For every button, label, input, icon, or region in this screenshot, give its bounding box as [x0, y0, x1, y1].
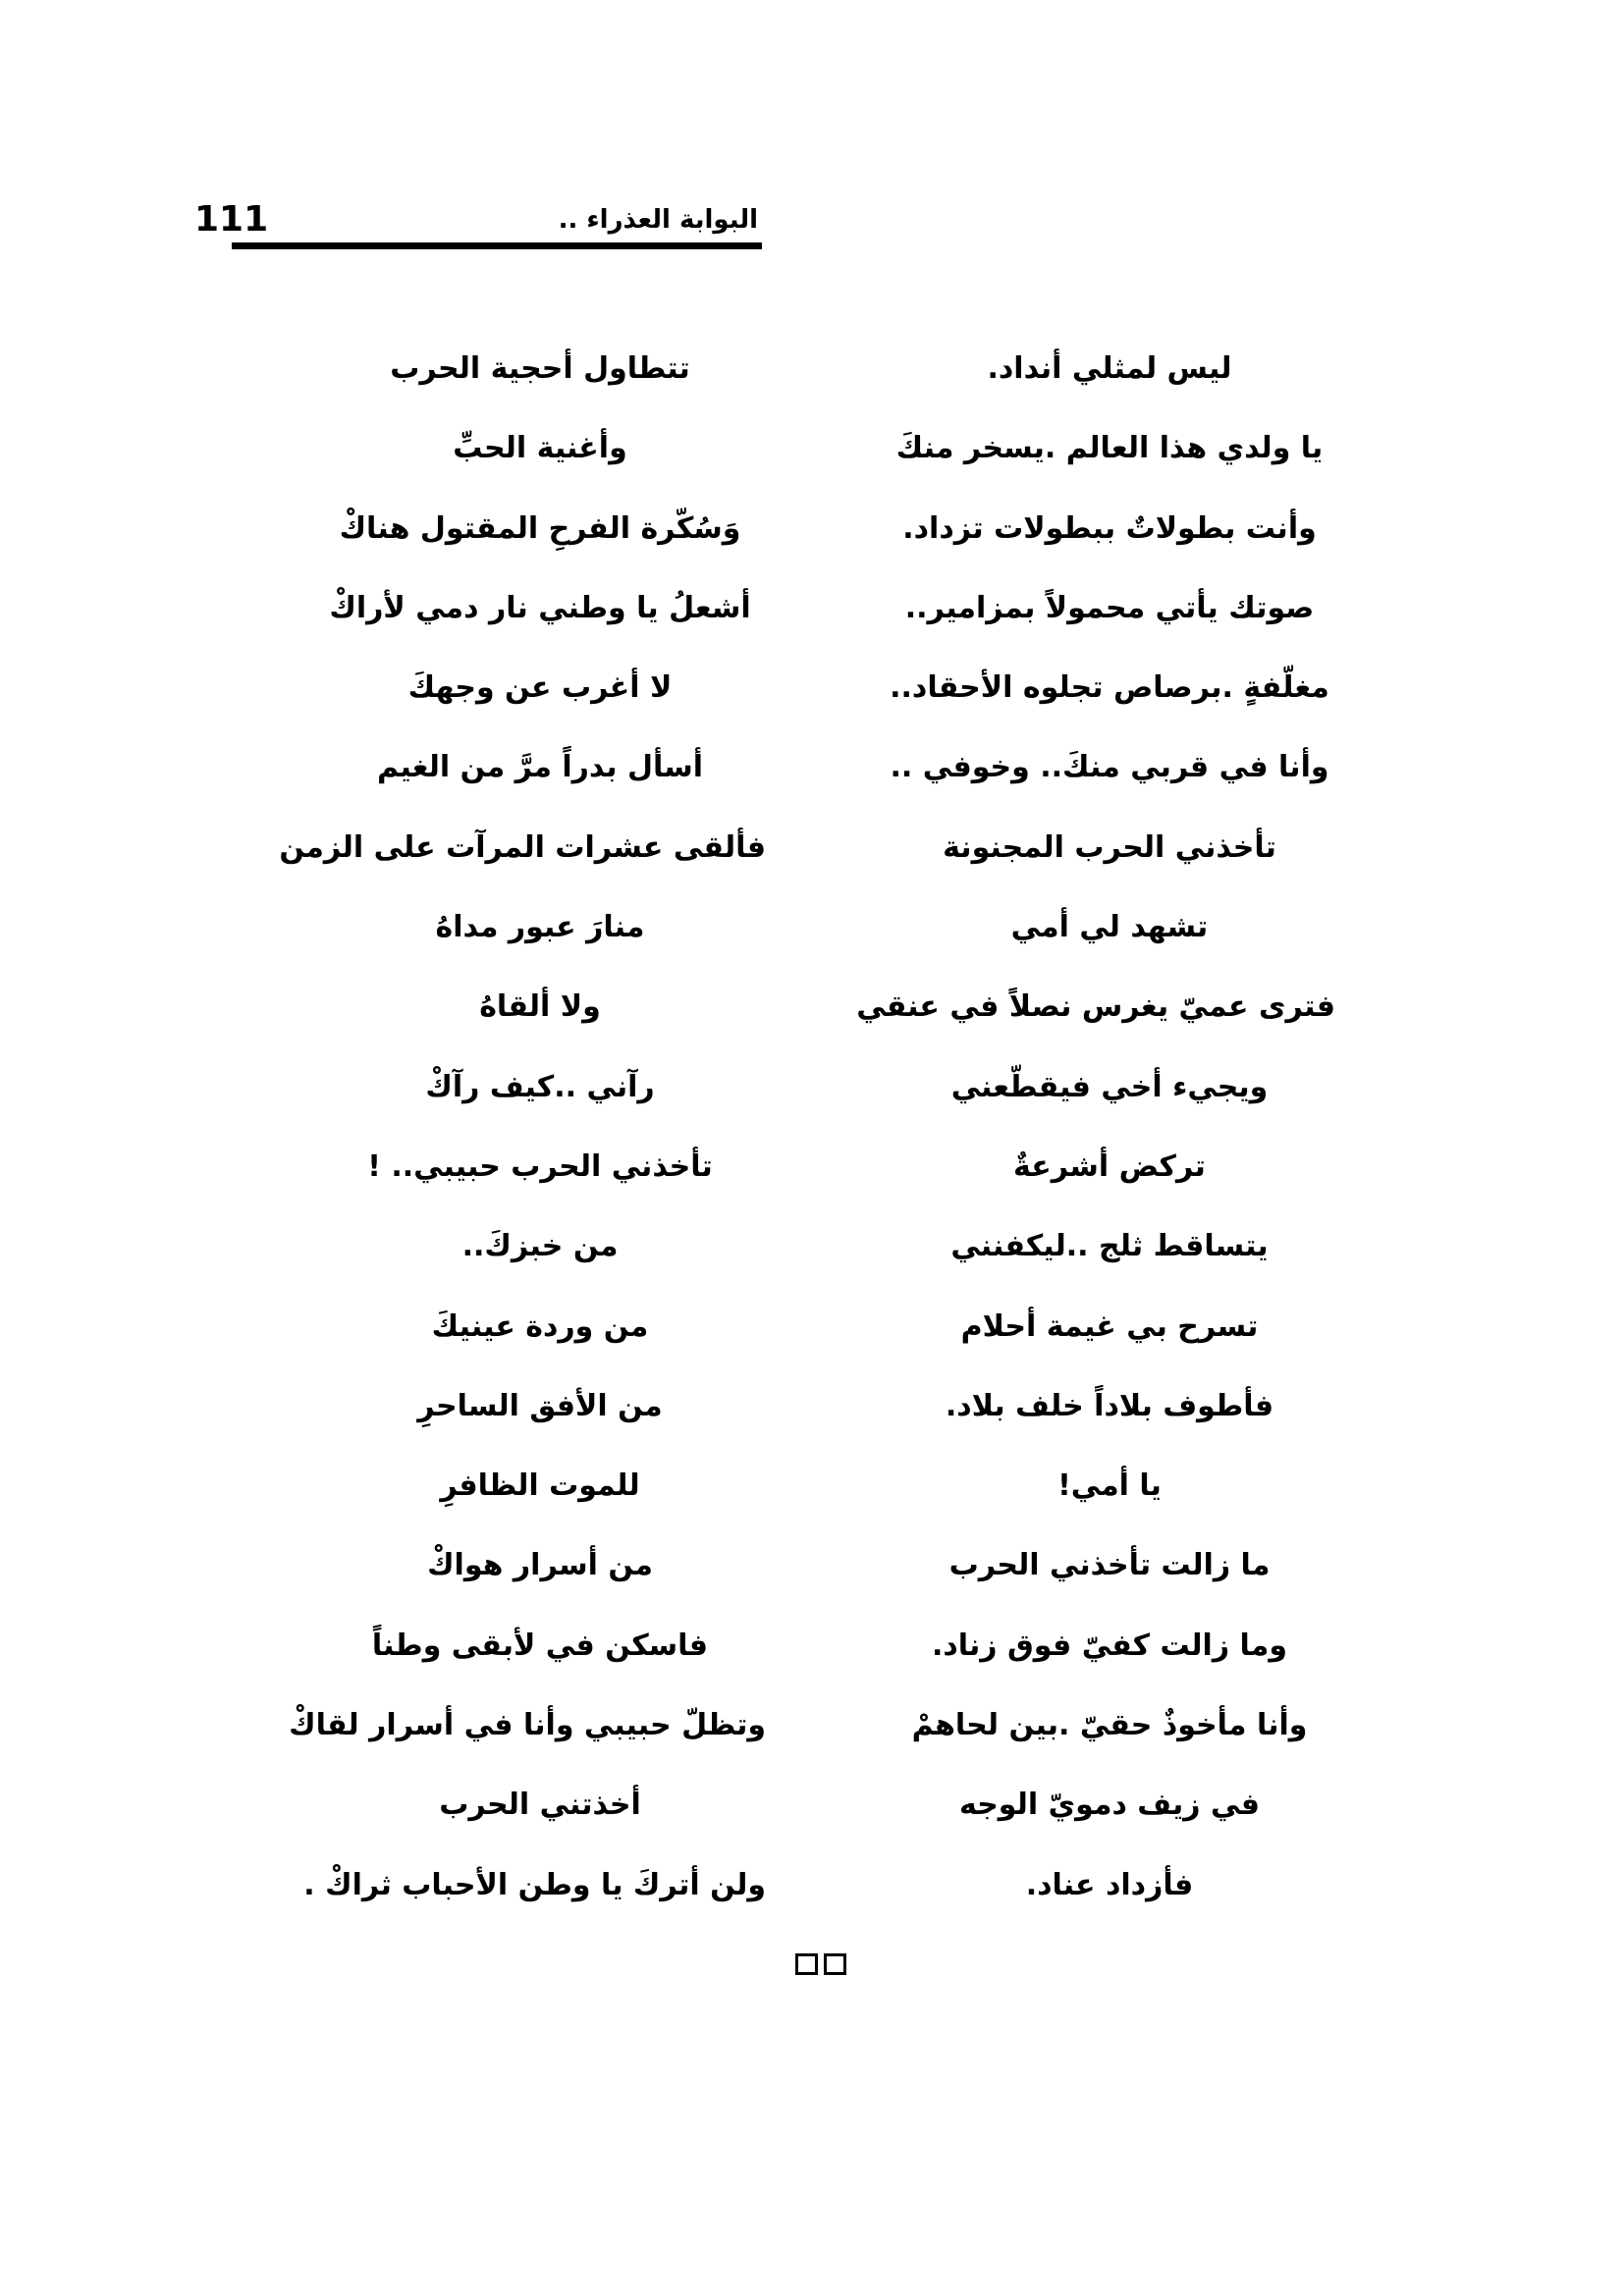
verse-line: من الأفق الساحرِ — [417, 1388, 663, 1423]
verse-line: وتظلّ حبيبي وأنا في أسرار لقاكْ — [289, 1708, 766, 1743]
verse-line: ويجيء أخي فيقطّعني — [950, 1069, 1269, 1104]
book-title: البوابة العذراء .. — [558, 205, 758, 235]
verse-line: ولن أتركَ يا وطن الأحباب ثراكْ . — [303, 1867, 766, 1902]
verse-line: تسرح بي غيمة أحلام — [960, 1308, 1259, 1344]
verse-line: أسأل بدراً مرَّ من الغيم — [376, 750, 704, 785]
verse-line: تأخذني الحرب المجنونة — [943, 829, 1276, 865]
verse-line: للموت الظافرِ — [440, 1468, 640, 1504]
verse-line: أشعلُ يا وطني نار دمي لأراكْ — [329, 590, 751, 625]
verse-line: من أسرار هواكْ — [427, 1548, 653, 1583]
verse-line: وما زالت كفيّ فوق زناد. — [931, 1628, 1288, 1663]
verse-line: فألقى عشرات المرآت على الزمن — [279, 829, 766, 865]
header-divider — [232, 242, 762, 249]
verse-line: يتساقط ثلج ..ليكفنني — [950, 1229, 1269, 1264]
verse-line: فأطوف بلاداً خلف بلاد. — [945, 1388, 1274, 1423]
verse-line: أخذتني الحرب — [439, 1788, 641, 1823]
verse-line: مغلّفةٍ .برصاص تجلوه الأحقاد.. — [890, 670, 1329, 706]
verse-line: وأنت بطولاتٌ ببطولات تزداد. — [902, 510, 1317, 546]
verse-line: لا أغرب عن وجهكَ — [407, 670, 673, 706]
verse-line: يا ولدي هذا العالم .يسخر منكَ — [895, 431, 1324, 466]
verse-line: منارَ عبور مداهُ — [435, 910, 645, 945]
verse-line: وأنا مأخوذٌ حقيّ .بين لحاهمْ — [911, 1708, 1308, 1743]
square-icon — [795, 1953, 818, 1975]
verse-line: من خبزكَ.. — [461, 1229, 619, 1264]
poem-right-column — [856, 346, 1335, 1942]
verse-line: فأزداد عناد. — [1025, 1867, 1194, 1902]
verse-line: تأخذني الحرب حبيبي.. ! — [367, 1148, 713, 1184]
verse-line: ليس لمثلي أنداد. — [987, 351, 1232, 386]
verse-line: يا أمي! — [1057, 1468, 1162, 1504]
verse-line: فترى عميّ يغرس نصلاً في عنقي — [856, 989, 1335, 1025]
verse-line: رآني ..كيف رآكْ — [425, 1069, 655, 1104]
verse-line: وأغنية الحبِّ — [453, 431, 627, 466]
poem-left-column — [279, 346, 766, 1942]
verse-line: وأنا في قربي منكَ.. وخوفي .. — [890, 750, 1329, 785]
verse-line: في زيف دمويّ الوجه — [958, 1788, 1261, 1823]
verse-line: وَسُكّرة الفرحِ المقتول هناكْ — [339, 510, 741, 546]
page-number: 111 — [194, 199, 269, 240]
verse-line: تركض أشرعةٌ — [1013, 1148, 1206, 1184]
verse-line: من وردة عينيكَ — [431, 1308, 649, 1344]
verse-line: تشهد لي أمي — [1010, 910, 1209, 945]
verse-line: ما زالت تأخذني الحرب — [948, 1548, 1271, 1583]
verse-line: فاسكن في لأبقى وطناً — [371, 1628, 709, 1663]
verse-line: صوتك يأتي محمولاً بمزامير.. — [904, 590, 1315, 625]
verse-line: ولا ألقاهُ — [479, 989, 601, 1025]
verse-line: تتطاول أحجية الحرب — [390, 351, 690, 386]
square-icon — [824, 1953, 846, 1975]
double-square-end-mark-icon — [795, 1953, 846, 1975]
